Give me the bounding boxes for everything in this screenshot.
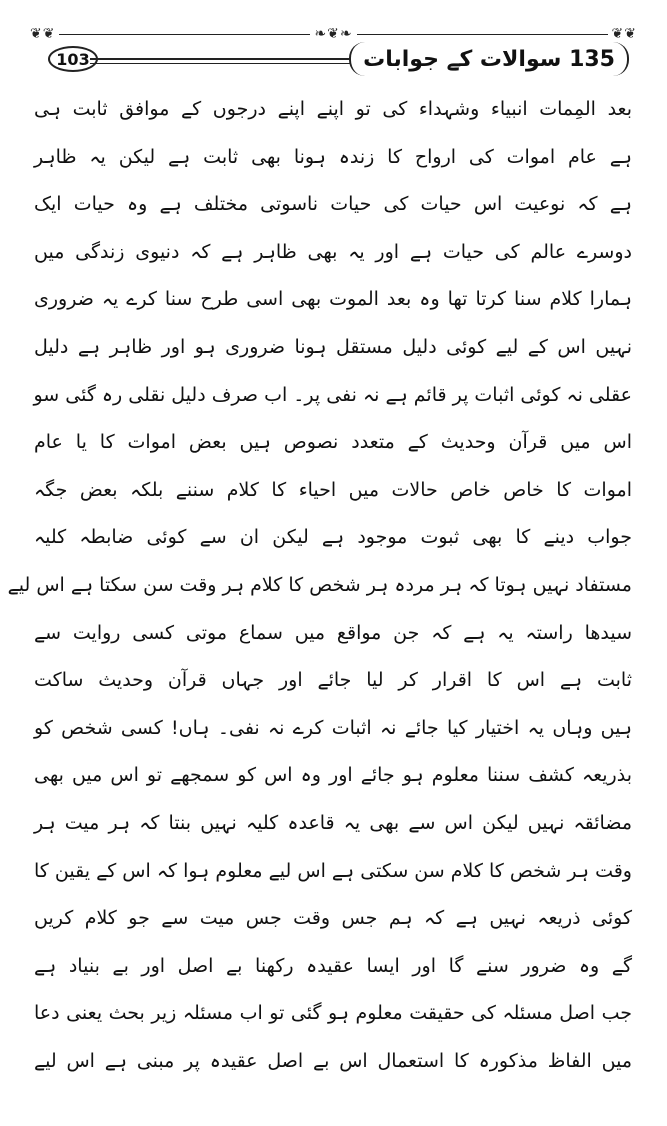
- text-line: جب اصل مسئلہ کی حقیقت معلوم ہو گئی تو اب مسئلہ زیر بحث یعنی دعا: [34, 1002, 632, 1025]
- text-line: ہیں وہاں یہ اختیار کیا جائے نہ اثبات کرے نہ نفی۔ ہاں! کسی شخص کو: [34, 716, 632, 739]
- text-line: ہمارا کلام سنا کرتا تھا وہ بعد الموت بھی اسی طرح سنا کرے یہ ضروری: [34, 288, 632, 311]
- text-line: اموات کا خاص خاص حالات میں احیاء کا کلام سننے بلکہ بعض جگہ: [34, 478, 632, 501]
- text-line: گے وہ ضرور سنے گا اور ایسا عقیدہ رکھنا بے اصل اور بے بنیاد ہے: [34, 954, 632, 977]
- text-line: سیدھا راستہ یہ ہے کہ جن مواقع میں سماع موتی کسی روایت سے: [34, 621, 632, 644]
- text-line: کوئی ذریعہ نہیں ہے کہ ہم جس وقت جس میت سے جو کلام کریں: [34, 907, 632, 930]
- page-number: [48, 44, 98, 74]
- text-line: ہے کہ نوعیت اس حیات کی حیات ناسوتی مختلف ہے وہ حیات ایک: [34, 193, 632, 216]
- text-line: مضائقہ نہیں لیکن اس سے بھی یہ قاعدہ کلیہ نہیں بنتا کہ ہر میت ہر: [34, 811, 632, 834]
- text-line: مستفاد نہیں ہوتا کہ ہر مردہ ہر شخص کا کلام ہر وقت سن سکتا ہے اس لیے: [7, 573, 632, 596]
- ornament-left-icon: ❦❦: [30, 26, 56, 42]
- text-line: عقلی نہ کوئی اثبات پر قائم ہے نہ نفی پر۔ اب صرف دلیل نقلی رہ گئی سو: [33, 383, 632, 406]
- page-header: [30, 22, 637, 74]
- header-bar: [30, 44, 637, 76]
- ornament-mid-icon: ❧❦❧: [314, 26, 353, 42]
- text-line: جواب دینے کا بھی ثبوت موجود ہے لیکن ان سے کوئی ضابطہ کلیہ: [34, 526, 632, 549]
- text-line: ثابت ہے اس کا اقرار کر لیا جائے اور جہاں قرآن وحدیث ساکت: [34, 669, 632, 692]
- text-line: میں الفاظ مذکورہ کا استعمال اس بے اصل عقیدہ پر مبنی ہے اس لیے: [34, 1049, 632, 1072]
- text-line: ہے عام اموات کی ارواح کا زندہ ہونا بھی ثابت ہے لیکن یہ ظاہر: [34, 145, 632, 168]
- page-number-text: 103: [56, 49, 90, 69]
- book-title: 135 سوالات کے جوابات: [349, 42, 629, 76]
- page-body: [7, 86, 632, 1085]
- ornament-right-icon: ❦❦: [611, 26, 638, 42]
- header-ornament: [30, 28, 637, 40]
- text-line: اس میں قرآن وحدیث کے متعدد نصوص ہیں بعض اموات کا یا عام: [34, 431, 632, 454]
- text-line: دوسرے عالم کی حیات ہے اور یہ بھی ظاہر ہے کہ دنیوی زندگی میں: [34, 240, 632, 263]
- text-line: نہیں اس کے لیے کوئی دلیل مستقل ہونا ضروری ہو اور ظاہر ہے دلیل: [34, 335, 632, 358]
- text-line: بذریعہ کشف سننا معلوم ہو جائے اور وہ اس کو سمجھے تو اس میں بھی: [34, 764, 632, 787]
- text-line: بعد المِمات انبیاء وشہداء کی تو اپنے اپنے درجوں کے موافق ثابت ہی: [34, 98, 632, 120]
- text-line: وقت ہر شخص کا کلام سن سکتی ہے اس لیے معلوم ہوا کہ اس کے یقین کا: [34, 859, 632, 882]
